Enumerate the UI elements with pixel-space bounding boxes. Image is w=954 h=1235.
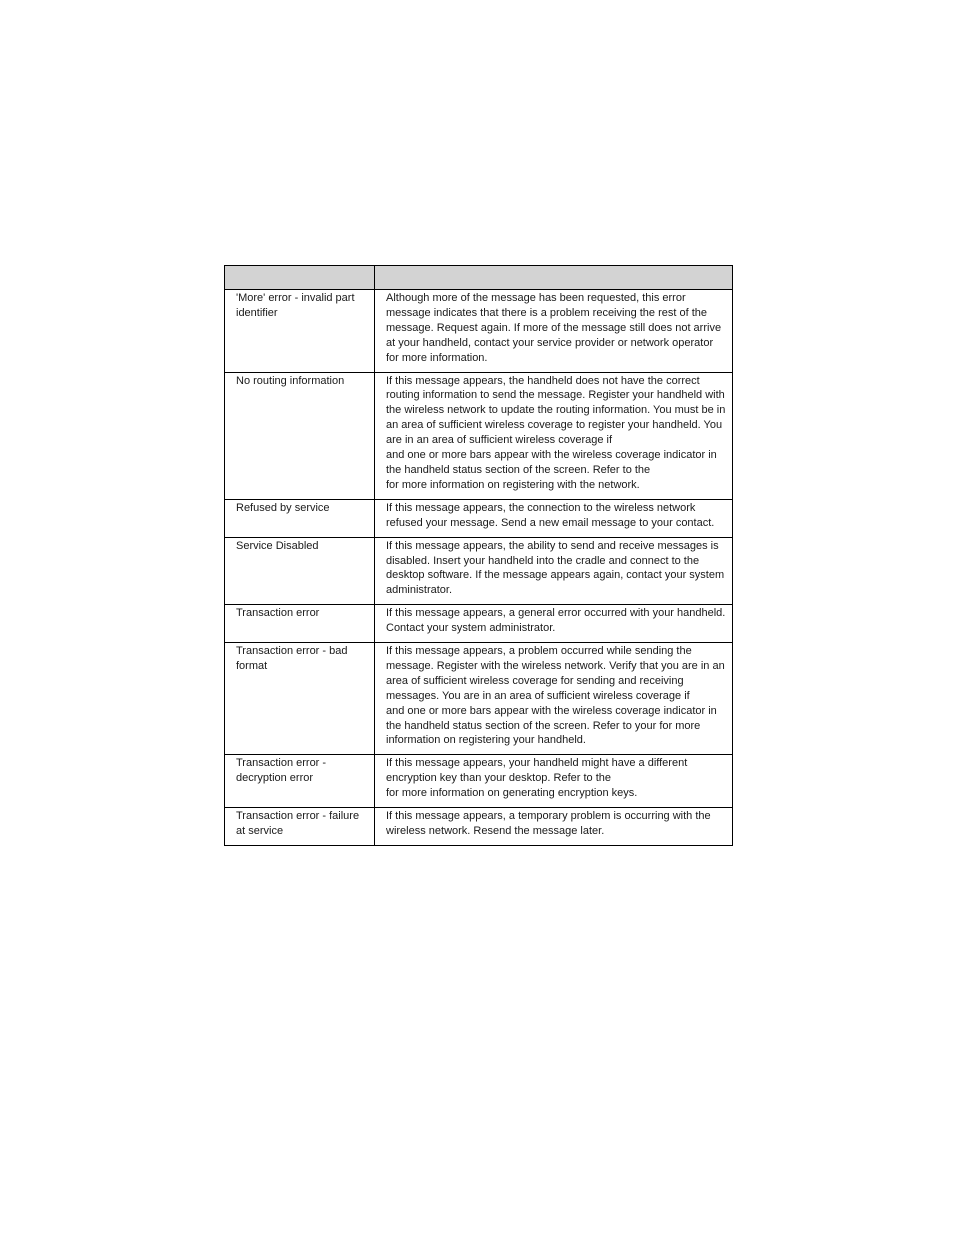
error-description-cell: Although more of the message has been requested, this error message indicates that there is a problem receiving the rest of the message. Request again. If more of the message still does not arrive at your handheld, contact your service provider or network operator for more information.	[375, 290, 733, 373]
error-description-cell: If this message appears, the connection to the wireless network refused your message. Send a new email message to your contact.	[375, 499, 733, 537]
header-cell-message	[225, 266, 375, 290]
table-row	[225, 372, 733, 499]
header-cell-description	[375, 266, 733, 290]
table-row	[225, 755, 733, 808]
table-row	[225, 643, 733, 755]
error-message-cell: Service Disabled	[225, 537, 375, 605]
table-row	[225, 808, 733, 846]
error-description-cell: If this message appears, a general error occurred with your handheld. Contact your system administrator.	[375, 605, 733, 643]
error-message-cell: Transaction error - decryption error	[225, 755, 375, 808]
error-message-cell: Transaction error - failure at service	[225, 808, 375, 846]
error-description-cell: If this message appears, a problem occurred while sending the message. Register with the wireless network. Verify that you are in an area of sufficient wireless coverage for sending and receiving messages. You are in an area of sufficient wireless coverage if and one or more bars appear with the wireless coverage indicator in the handheld status section of the screen. Refer to your for more information on registering your handheld.	[375, 643, 733, 755]
table-row	[225, 499, 733, 537]
error-description-cell: If this message appears, the ability to send and receive messages is disabled. Insert your handheld into the cradle and connect to the desktop software. If the message appears again, contact your system administrator.	[375, 537, 733, 605]
error-message-cell: Transaction error	[225, 605, 375, 643]
table-header-row	[225, 266, 733, 290]
error-description-cell: If this message appears, a temporary problem is occurring with the wireless network. Resend the message later.	[375, 808, 733, 846]
error-description-cell: If this message appears, your handheld might have a different encryption key than your desktop. Refer to the for more information on generating encryption keys.	[375, 755, 733, 808]
error-description-cell: If this message appears, the handheld does not have the correct routing information to send the message. Register your handheld with the wireless network to update the routing information. You must be in an area of sufficient wireless coverage to register your handheld. You are in an area of sufficient wireless coverage if and one or more bars appear with the wireless coverage indicator in the handheld status section of the screen. Refer to the for more information on registering with the network.	[375, 372, 733, 499]
error-message-cell: 'More' error - invalid part identifier	[225, 290, 375, 373]
table-row	[225, 537, 733, 605]
error-message-cell: Refused by service	[225, 499, 375, 537]
error-message-cell: No routing information	[225, 372, 375, 499]
table-row	[225, 605, 733, 643]
error-message-cell: Transaction error - bad format	[225, 643, 375, 755]
error-message-table	[224, 265, 733, 846]
table-row	[225, 290, 733, 373]
